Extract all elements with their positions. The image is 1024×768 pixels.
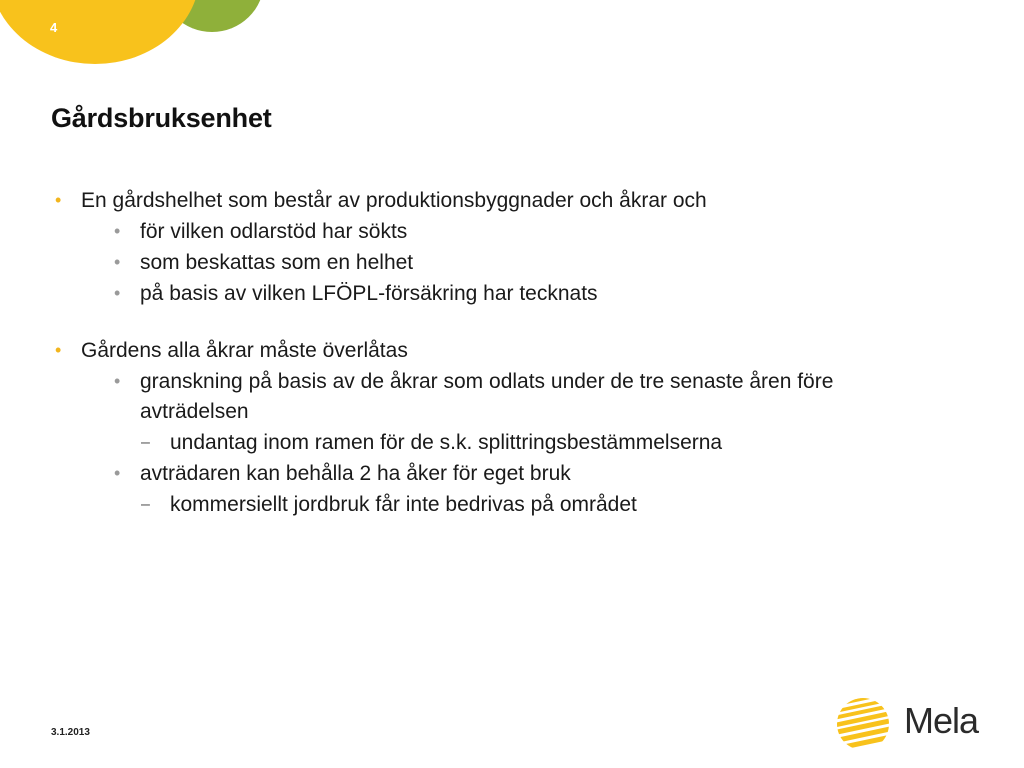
bullet-dot-icon: • bbox=[114, 283, 121, 303]
sub-bullet-item: för vilken odlarstöd har sökts bbox=[140, 220, 408, 243]
dash-icon: – bbox=[141, 496, 150, 513]
bullet-dot-icon: • bbox=[114, 252, 121, 272]
brand-logo-text: Mela bbox=[904, 700, 979, 741]
bullet-dot-icon: • bbox=[114, 221, 121, 241]
bullet-dot-icon: • bbox=[114, 371, 121, 391]
slide-title: Gårdsbruksenhet bbox=[51, 103, 272, 133]
slide-number: 4 bbox=[50, 20, 58, 35]
bullet-dot-icon: • bbox=[55, 340, 62, 360]
sub-bullet-item: som beskattas som en helhet bbox=[140, 251, 414, 274]
sub-bullet-item: avträdaren kan behålla 2 ha åker för eget bruk bbox=[140, 462, 571, 485]
dash-item: kommersiellt jordbruk får inte bedrivas på området bbox=[170, 493, 637, 516]
sub-bullet-item-continued: avträdelsen bbox=[140, 400, 249, 423]
dash-item: undantag inom ramen för de s.k. splittringsbestämmelserna bbox=[170, 431, 723, 454]
sub-bullet-item: granskning på basis av de åkrar som odlats under de tre senaste åren före bbox=[140, 370, 834, 393]
bullet-dot-icon: • bbox=[114, 463, 121, 483]
bullet-dot-icon: • bbox=[55, 190, 62, 210]
bullet-item: Gårdens alla åkrar måste överlåtas bbox=[81, 339, 408, 362]
sub-bullet-item: på basis av vilken LFÖPL-försäkring har tecknats bbox=[140, 282, 598, 305]
dash-icon: – bbox=[141, 434, 150, 451]
decor-yellow-circle bbox=[0, 0, 200, 64]
footer-date: 3.1.2013 bbox=[51, 727, 90, 738]
bullet-item: En gårdshelhet som består av produktionsbyggnader och åkrar och bbox=[81, 189, 707, 212]
